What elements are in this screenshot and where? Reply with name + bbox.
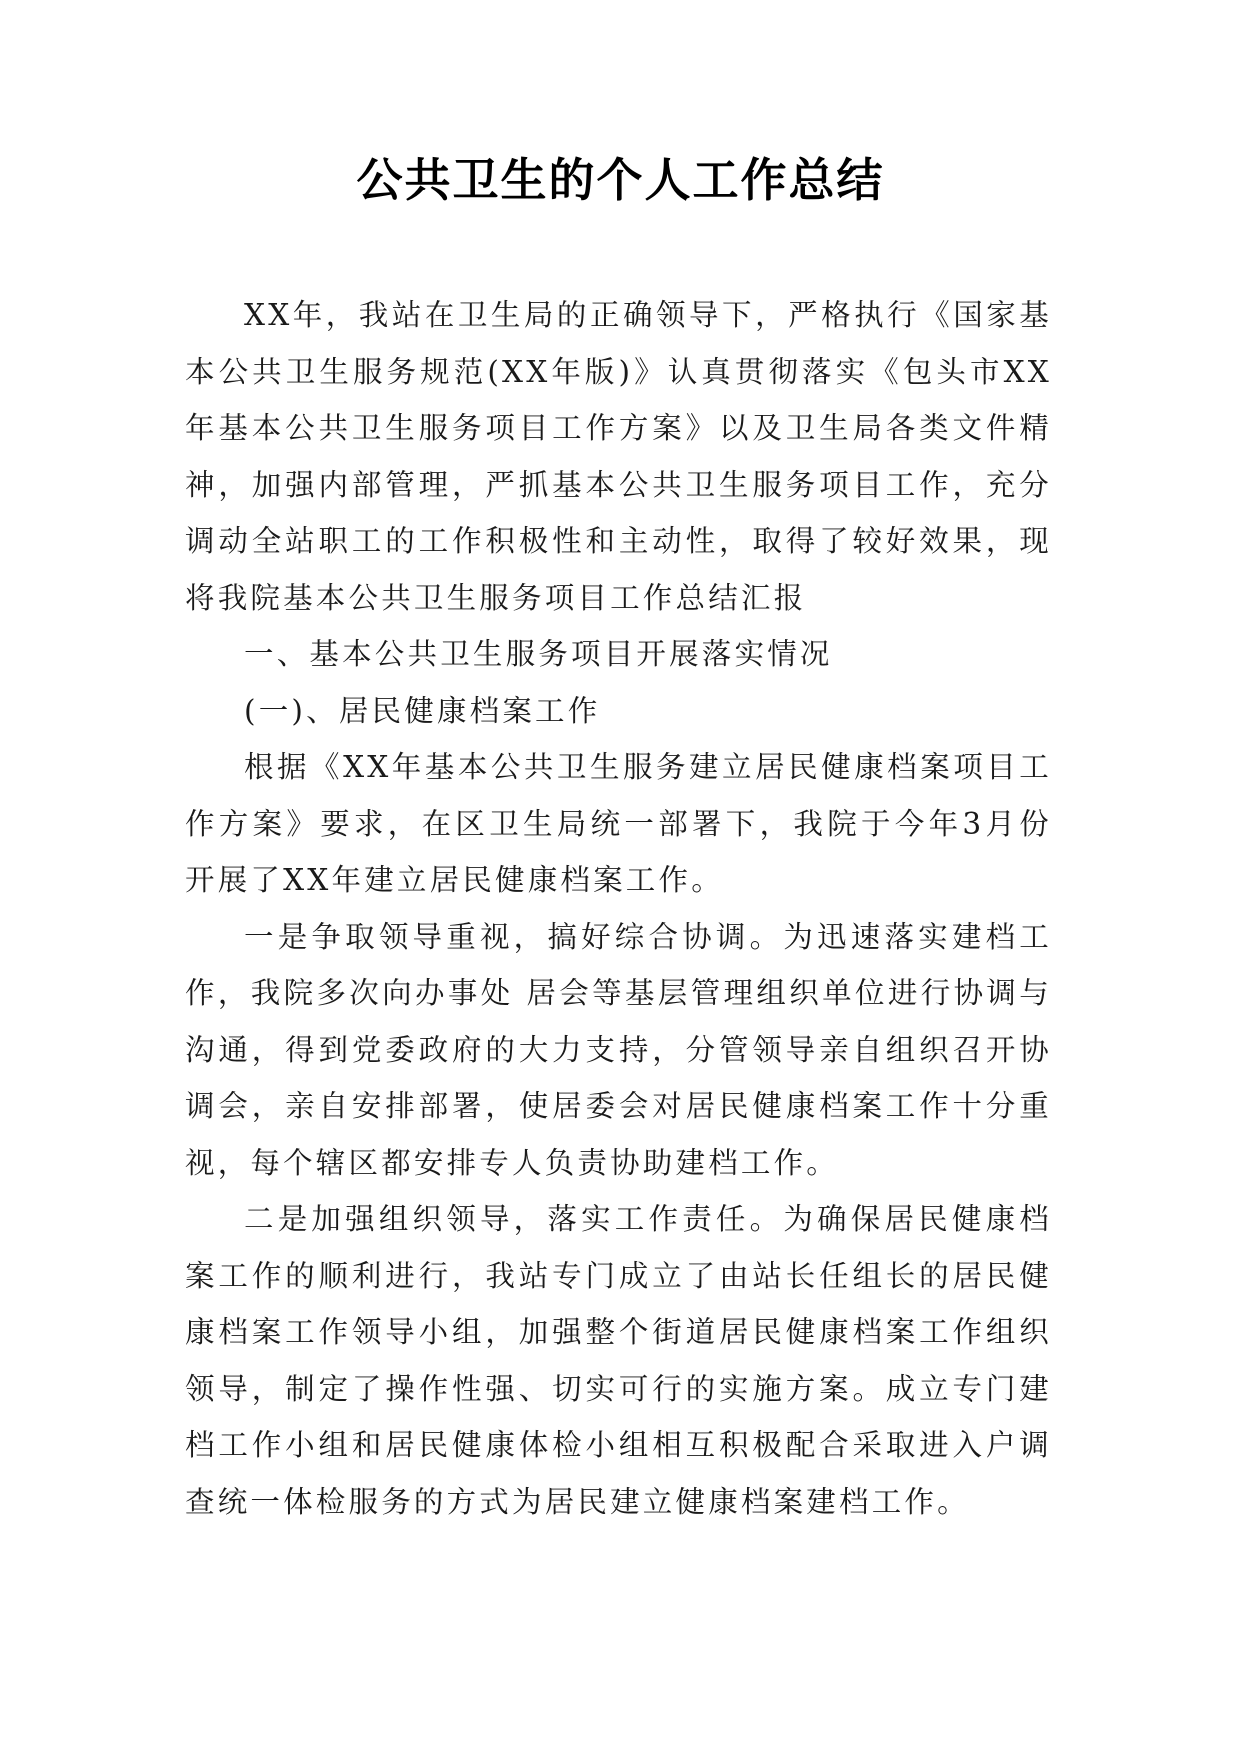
document-title: 公共卫生的个人工作总结 bbox=[356, 153, 885, 207]
subsection-heading-1: (一)、居民健康档案工作 bbox=[244, 693, 601, 728]
paragraph-point-one: 一是争取领导重视，搞好综合协调。为迅速落实建档工作，我院多次向办事处 居会等基层管理组织单位进行协调与沟通，得到党委政府的大力支持，分管领导亲自组织召开协调会，亲自安排部署，使居委会对居民健康档案工作十分重视，每个辖区都安排专人负责协助建档工作。 bbox=[185, 919, 1052, 1180]
paragraph-intro: XX年，我站在卫生局的正确领导下，严格执行《国家基本公共卫生服务规范(XX年版)》认真贯彻落实《包头市XX年基本公共卫生服务项目工作方案》以及卫生局各类文件精神，加强内部管理，严抓基本公共卫生服务项目工作，充分调动全站职工的工作积极性和主动性，取得了较好效果，现将我院基本公共卫生服务项目工作总结汇报 bbox=[185, 298, 1052, 615]
paragraph-basis: 根据《XX年基本公共卫生服务建立居民健康档案项目工作方案》要求，在区卫生局统一部署下，我院于今年3月份开展了XX年建立居民健康档案工作。 bbox=[185, 750, 1052, 897]
document-body bbox=[185, 287, 1052, 1530]
section-heading-1: 一、基本公共卫生服务项目开展落实情况 bbox=[244, 637, 833, 671]
paragraph-point-two: 二是加强组织领导，落实工作责任。为确保居民健康档案工作的顺利进行，我站专门成立了由站长任组长的居民健康档案工作领导小组，加强整个街道居民健康档案工作组织领导，制定了操作性强、切实可行的实施方案。成立专门建档工作小组和居民健康体检小组相互积极配合采取进入户调查统一体检服务的方式为居民建立健康档案建档工作。 bbox=[185, 1202, 1052, 1519]
